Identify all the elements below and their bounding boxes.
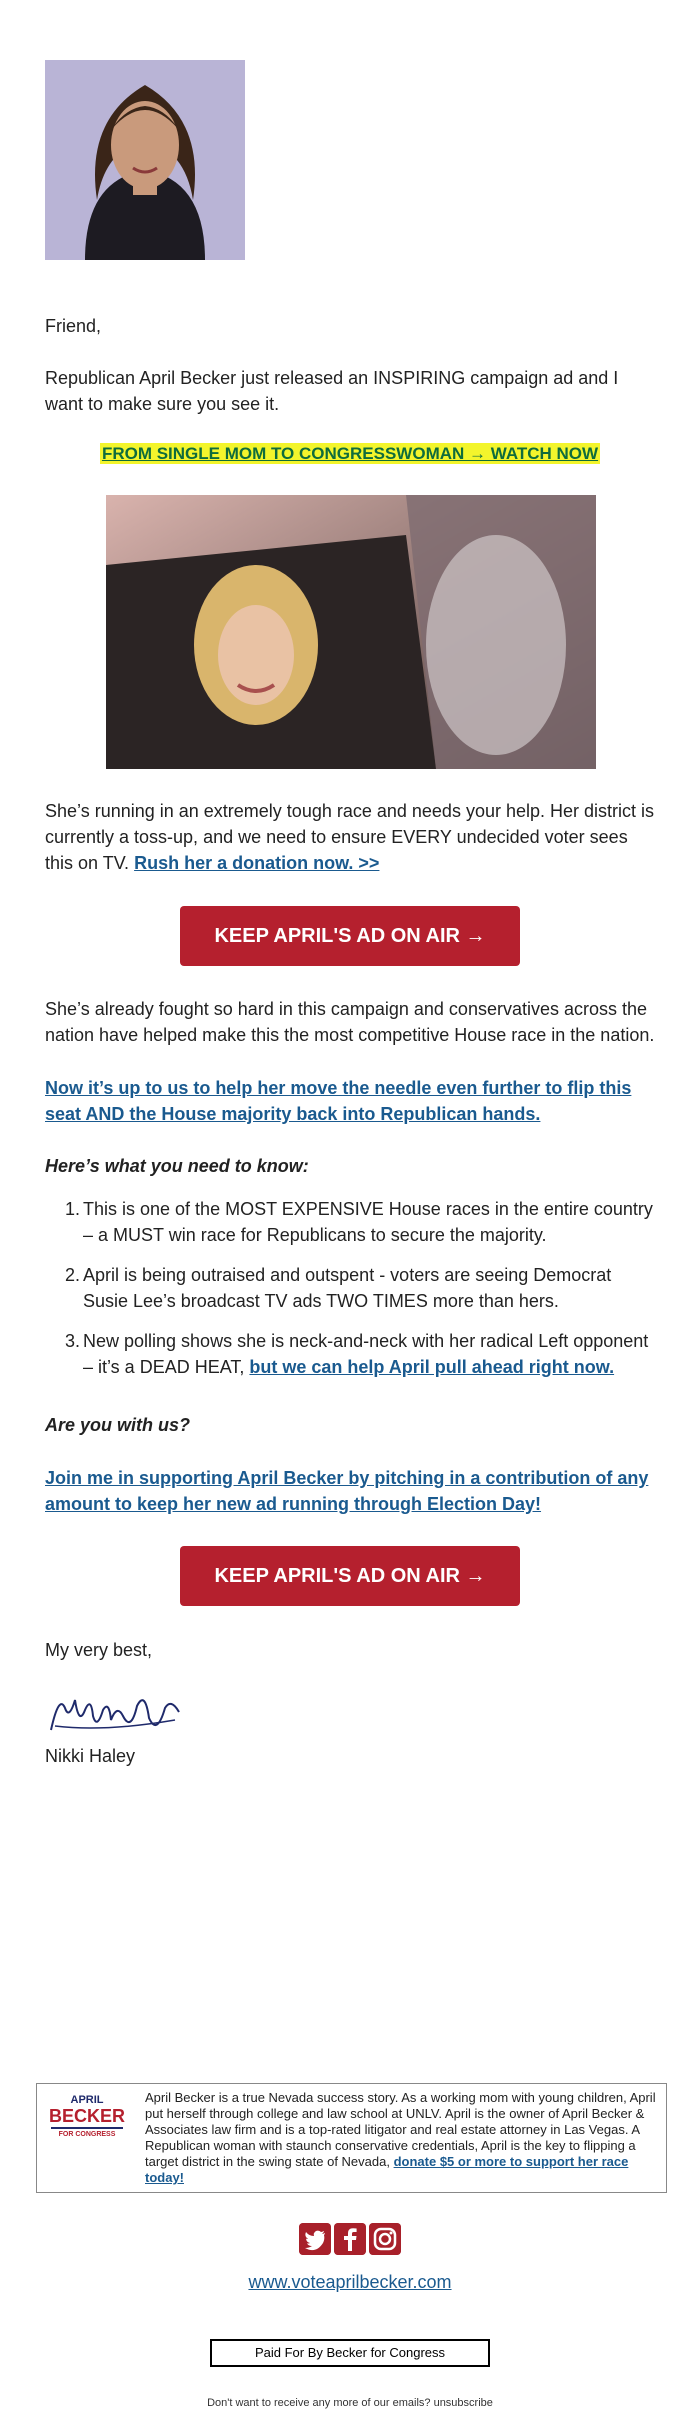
- watch-now-link[interactable]: [0, 444, 700, 464]
- greeting: Friend,: [45, 316, 102, 336]
- key-points-list: [45, 1196, 655, 1394]
- list-item-text: This is one of the MOST EXPENSIVE House races in the entire country – a MUST win race for Republicans to secure the majority.: [83, 1199, 653, 1245]
- join-contribution-link[interactable]: Join me in supporting April Becker by pitching in a contribution of any amount to keep her new ad running through Election Day!: [45, 1468, 649, 1514]
- paid-for-disclaimer: Paid For By Becker for Congress: [210, 2339, 490, 2367]
- list-number: 3.: [65, 1331, 81, 1351]
- candidate-bio-box: [36, 2083, 667, 2193]
- list-item-text: New polling shows she is neck-and-neck with her radical Left opponent – it’s a DEAD HEAT,: [83, 1331, 649, 1377]
- campaign-ad-image[interactable]: [106, 495, 596, 769]
- fought-paragraph: She’s already fought so hard in this campaign and conservatives across the nation have helped make this the most competitive House race in the nation.: [45, 999, 655, 1045]
- list-number: 1.: [65, 1199, 81, 1219]
- list-item-text: April is being outraised and outspent - voters are seeing Democrat Susie Lee’s broadcast TV ads TWO TIMES more than hers.: [83, 1265, 612, 1311]
- pull-ahead-link[interactable]: but we can help April pull ahead right now.: [249, 1357, 615, 1377]
- know-header: Here’s what you need to know:: [45, 1156, 309, 1176]
- keep-ad-on-air-button-2[interactable]: KEEP APRIL'S AD ON AIR →: [180, 1546, 520, 1606]
- candidate-bio-text: April Becker is a true Nevada success story. As a working mom with young children, April put herself through college and law school at UNLV. April is the owner of April Becker & Associates law firm and is a top-rated litigator and real estate attorney in Las Vegas. A Republican woman with staunch conservative credentials, April is the key to flipping a target district in the swing state of Nevada,: [145, 2090, 656, 2169]
- closing: My very best,: [45, 1640, 153, 1660]
- race-paragraph-text: She’s running in an extremely tough race and needs your help. Her district is currently a toss-up, and we need to ensure EVERY undecided voter sees this on TV.: [45, 801, 655, 873]
- website-link[interactable]: www.voteaprilbecker.com: [248, 2272, 452, 2292]
- flip-seat-paragraph: [45, 1075, 655, 1127]
- rush-donation-link[interactable]: Rush her a donation now. >>: [134, 853, 380, 873]
- race-paragraph: [45, 798, 655, 876]
- instagram-icon[interactable]: [369, 2223, 401, 2255]
- list-item: [45, 1328, 655, 1380]
- facebook-icon[interactable]: [334, 2223, 366, 2255]
- logo-sub: FOR CONGRESS: [58, 2131, 116, 2138]
- list-item: [45, 1196, 655, 1248]
- signature-name: Nikki Haley: [45, 1746, 136, 1766]
- signature-image: [45, 1686, 185, 1742]
- watch-now-link-text[interactable]: FROM SINGLE MOM TO CONGRESSWOMAN → WATCH NOW: [101, 444, 599, 463]
- intro-paragraph: Republican April Becker just released an INSPIRING campaign ad and I want to make sure you see it.: [45, 368, 619, 414]
- nikki-haley-portrait: [45, 60, 245, 260]
- are-you-with-us: Are you with us?: [45, 1415, 191, 1435]
- flip-seat-link[interactable]: Now it’s up to us to help her move the needle even further to flip this seat AND the House majority back into Republican hands.: [45, 1078, 632, 1124]
- list-number: 2.: [65, 1265, 81, 1285]
- join-paragraph: [45, 1465, 655, 1517]
- candidate-bio: [145, 2090, 661, 2186]
- donate-5-link[interactable]: donate $5 or more to support her race today!: [145, 2154, 629, 2185]
- april-becker-logo: [45, 2094, 129, 2144]
- logo-main: BECKER: [48, 2106, 125, 2126]
- twitter-icon[interactable]: [299, 2223, 331, 2255]
- unsubscribe-link[interactable]: Don't want to receive any more of our emails? unsubscribe: [207, 2397, 493, 2409]
- list-item: [45, 1262, 655, 1314]
- logo-top: APRIL: [70, 2094, 104, 2106]
- keep-ad-on-air-button-1[interactable]: KEEP APRIL'S AD ON AIR →: [180, 906, 520, 966]
